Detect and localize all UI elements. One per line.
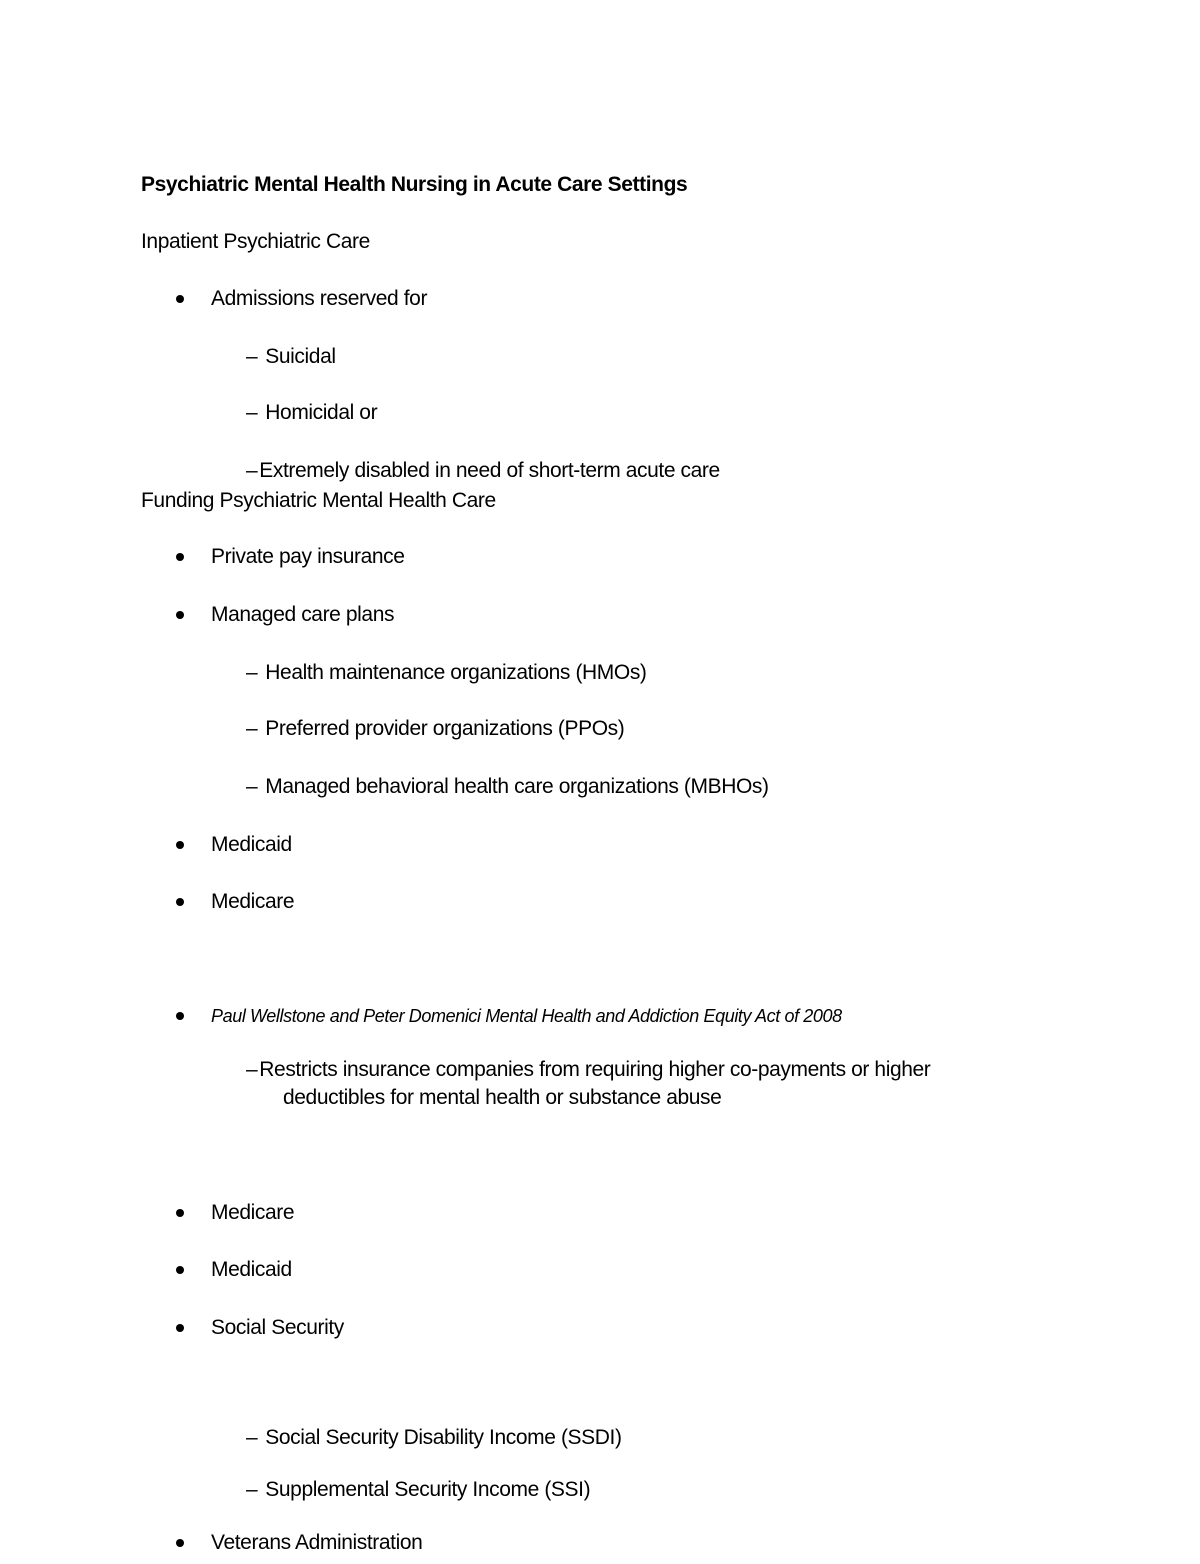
list-item: Social Security — [211, 1316, 344, 1339]
sub-list-item — [246, 1477, 590, 1503]
sub-list-item — [246, 660, 647, 686]
list-item: Medicaid — [211, 1258, 292, 1281]
list-item-admissions: Admissions reserved for — [211, 287, 428, 310]
bullet-icon — [176, 898, 184, 906]
dash-icon: – — [246, 1478, 258, 1501]
sub-list-item — [246, 400, 377, 426]
bullet-icon — [176, 553, 184, 561]
dash-icon: – — [246, 459, 258, 482]
sub-list-item — [246, 716, 624, 742]
bullet-icon — [176, 841, 184, 849]
sub-item-text: Health maintenance organizations (HMOs) — [265, 661, 647, 684]
sub-list-item — [246, 1057, 930, 1083]
bullet-icon — [176, 1266, 184, 1274]
dash-icon: – — [246, 1426, 258, 1449]
dash-icon: – — [246, 401, 258, 424]
sub-item-text: Supplemental Security Income (SSI) — [265, 1478, 591, 1501]
dash-icon: – — [246, 717, 258, 740]
document-title: Psychiatric Mental Health Nursing in Acute Care Settings — [141, 173, 688, 196]
sub-list-item — [246, 344, 336, 370]
bullet-icon — [176, 611, 184, 619]
list-item: Medicaid — [211, 833, 292, 856]
sub-item-text: Homicidal or — [265, 401, 378, 424]
dash-icon: – — [246, 1058, 258, 1081]
dash-icon: – — [246, 345, 258, 368]
sub-item-text: Restricts insurance companies from requiring higher co-payments or higher — [259, 1058, 931, 1081]
bullet-icon — [176, 1209, 184, 1217]
sub-list-item — [246, 1425, 622, 1451]
section-heading-inpatient: Inpatient Psychiatric Care — [141, 230, 370, 253]
sub-list-item — [246, 458, 720, 484]
list-item-parity-act: Paul Wellstone and Peter Domenici Mental Health and Addiction Equity Act of 2008 — [211, 1006, 842, 1026]
bullet-icon — [176, 1539, 184, 1547]
bullet-icon — [176, 1012, 184, 1020]
list-item: Veterans Administration — [211, 1531, 423, 1554]
sub-item-continuation: deductibles for mental health or substance abuse — [283, 1086, 722, 1109]
sub-item-text: Extremely disabled in need of short-term acute care — [259, 459, 720, 482]
list-item: Medicare — [211, 890, 295, 913]
sub-item-text: Suicidal — [265, 345, 336, 368]
bullet-icon — [176, 295, 184, 303]
bullet-icon — [176, 1324, 184, 1332]
dash-icon: – — [246, 661, 258, 684]
section-heading-funding: Funding Psychiatric Mental Health Care — [141, 489, 496, 512]
list-item: Private pay insurance — [211, 545, 405, 568]
dash-icon: – — [246, 775, 258, 798]
sub-item-text: Managed behavioral health care organizations (MBHOs) — [265, 775, 769, 798]
sub-list-item — [246, 774, 769, 800]
list-item: Medicare — [211, 1201, 295, 1224]
sub-item-text: Preferred provider organizations (PPOs) — [265, 717, 625, 740]
list-item: Managed care plans — [211, 603, 395, 626]
sub-item-text: Social Security Disability Income (SSDI) — [265, 1426, 622, 1449]
